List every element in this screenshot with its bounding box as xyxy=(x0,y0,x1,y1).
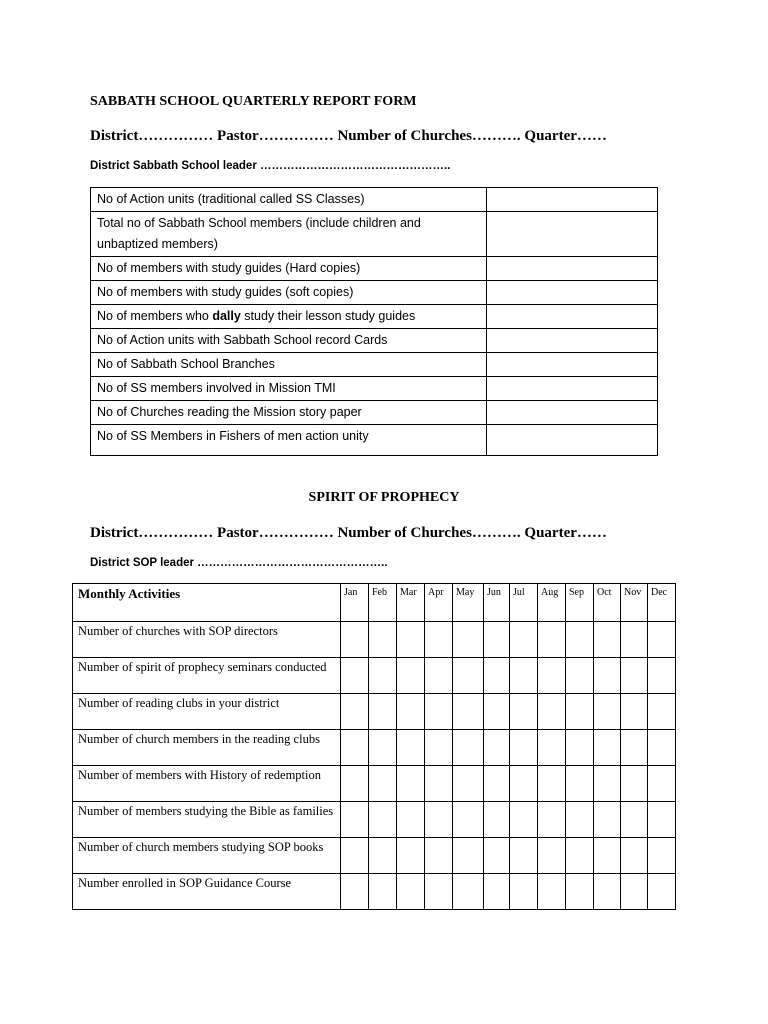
month-cell[interactable] xyxy=(397,622,425,658)
month-cell[interactable] xyxy=(453,622,484,658)
month-cell[interactable] xyxy=(566,766,594,802)
month-cell[interactable] xyxy=(453,874,484,910)
value-cell[interactable] xyxy=(487,401,658,425)
month-cell[interactable] xyxy=(397,730,425,766)
value-cell[interactable] xyxy=(487,329,658,353)
table-row xyxy=(73,838,676,874)
month-cell[interactable] xyxy=(648,622,676,658)
month-header: Aug xyxy=(538,584,566,622)
month-cell[interactable] xyxy=(538,694,566,730)
month-cell[interactable] xyxy=(484,622,510,658)
activity-label: Number of members with History of redemption xyxy=(73,766,341,802)
month-cell[interactable] xyxy=(648,730,676,766)
month-cell[interactable] xyxy=(648,838,676,874)
month-header: Jun xyxy=(484,584,510,622)
month-cell[interactable] xyxy=(566,622,594,658)
month-header: Jul xyxy=(510,584,538,622)
row-label: No of Churches reading the Mission story paper xyxy=(91,401,487,425)
month-cell[interactable] xyxy=(510,730,538,766)
month-cell[interactable] xyxy=(594,802,621,838)
table-row xyxy=(91,281,658,305)
month-cell[interactable] xyxy=(484,766,510,802)
table-row xyxy=(73,622,676,658)
month-cell[interactable] xyxy=(369,658,397,694)
month-cell[interactable] xyxy=(510,838,538,874)
sabbath-school-table xyxy=(90,187,658,456)
district-pastor-fields: District…………… Pastor…………… Number of Churches………. Quarter…… xyxy=(90,525,607,541)
value-cell[interactable] xyxy=(487,257,658,281)
month-cell[interactable] xyxy=(621,694,648,730)
month-cell[interactable] xyxy=(453,838,484,874)
month-cell[interactable] xyxy=(621,622,648,658)
month-cell[interactable] xyxy=(453,730,484,766)
month-header: Dec xyxy=(648,584,676,622)
month-cell[interactable] xyxy=(648,766,676,802)
month-header: Nov xyxy=(621,584,648,622)
month-cell[interactable] xyxy=(425,802,453,838)
month-cell[interactable] xyxy=(425,622,453,658)
row-label: No of members who dally study their lesson study guides xyxy=(91,305,487,329)
month-cell[interactable] xyxy=(453,694,484,730)
value-cell[interactable] xyxy=(487,212,658,257)
value-cell[interactable] xyxy=(487,377,658,401)
month-cell[interactable] xyxy=(648,658,676,694)
month-cell[interactable] xyxy=(510,874,538,910)
month-cell[interactable] xyxy=(453,766,484,802)
month-cell[interactable] xyxy=(484,874,510,910)
month-cell[interactable] xyxy=(425,838,453,874)
month-cell[interactable] xyxy=(369,694,397,730)
row-label: No of Action units with Sabbath School record Cards xyxy=(91,329,487,353)
month-cell[interactable] xyxy=(594,730,621,766)
month-header: Mar xyxy=(397,584,425,622)
table-row xyxy=(91,257,658,281)
month-cell[interactable] xyxy=(341,658,369,694)
table-row xyxy=(91,188,658,212)
value-cell[interactable] xyxy=(487,305,658,329)
table-row xyxy=(91,329,658,353)
value-cell[interactable] xyxy=(487,188,658,212)
sop-section-title: SPIRIT OF PROPHECY xyxy=(308,490,460,505)
month-cell[interactable] xyxy=(594,766,621,802)
emphasis-text: dally xyxy=(212,309,241,323)
month-cell[interactable] xyxy=(369,838,397,874)
month-cell[interactable] xyxy=(594,838,621,874)
ss-leader-field: District Sabbath School leader ………………………………………….. xyxy=(90,160,451,172)
month-cell[interactable] xyxy=(510,694,538,730)
month-cell[interactable] xyxy=(648,802,676,838)
month-header: Sep xyxy=(566,584,594,622)
month-cell[interactable] xyxy=(510,802,538,838)
month-cell[interactable] xyxy=(397,658,425,694)
month-cell[interactable] xyxy=(484,694,510,730)
column-header-activities: Monthly Activities xyxy=(73,584,341,622)
month-cell[interactable] xyxy=(341,694,369,730)
month-cell[interactable] xyxy=(566,874,594,910)
value-cell[interactable] xyxy=(487,353,658,377)
month-cell[interactable] xyxy=(510,766,538,802)
sop-leader-field: District SOP leader ………………………………………….. xyxy=(90,557,388,569)
table-row xyxy=(91,305,658,329)
value-cell[interactable] xyxy=(487,425,658,456)
month-cell[interactable] xyxy=(425,874,453,910)
month-cell[interactable] xyxy=(425,694,453,730)
month-cell[interactable] xyxy=(594,694,621,730)
row-label: No of SS members involved in Mission TMI xyxy=(91,377,487,401)
month-cell[interactable] xyxy=(341,730,369,766)
month-cell[interactable] xyxy=(566,802,594,838)
table-row xyxy=(73,658,676,694)
activity-label: Number of spirit of prophecy seminars conducted xyxy=(73,658,341,694)
month-cell[interactable] xyxy=(538,766,566,802)
table-row xyxy=(73,874,676,910)
sop-activities-table xyxy=(72,583,676,910)
month-cell[interactable] xyxy=(484,802,510,838)
table-row xyxy=(73,802,676,838)
month-cell[interactable] xyxy=(397,694,425,730)
month-cell[interactable] xyxy=(453,658,484,694)
month-cell[interactable] xyxy=(621,874,648,910)
table-row xyxy=(91,212,658,257)
month-cell[interactable] xyxy=(510,622,538,658)
month-cell[interactable] xyxy=(621,658,648,694)
month-cell[interactable] xyxy=(566,838,594,874)
month-cell[interactable] xyxy=(341,874,369,910)
month-cell[interactable] xyxy=(397,802,425,838)
month-cell[interactable] xyxy=(341,838,369,874)
row-label: No of SS Members in Fishers of men action unity xyxy=(91,425,487,456)
table-header-row xyxy=(73,584,676,622)
month-cell[interactable] xyxy=(369,730,397,766)
value-cell[interactable] xyxy=(487,281,658,305)
row-label: No of Action units (traditional called SS Classes) xyxy=(91,188,487,212)
month-cell[interactable] xyxy=(425,766,453,802)
month-cell[interactable] xyxy=(594,874,621,910)
month-cell[interactable] xyxy=(369,766,397,802)
month-cell[interactable] xyxy=(648,874,676,910)
month-header: Jan xyxy=(341,584,369,622)
month-cell[interactable] xyxy=(425,658,453,694)
month-cell[interactable] xyxy=(397,838,425,874)
row-label: Total no of Sabbath School members (include children and unbaptized members) xyxy=(91,212,487,257)
table-row xyxy=(73,730,676,766)
report-form-title: SABBATH SCHOOL QUARTERLY REPORT FORM xyxy=(90,94,417,109)
month-cell[interactable] xyxy=(341,622,369,658)
month-cell[interactable] xyxy=(484,730,510,766)
month-cell[interactable] xyxy=(538,622,566,658)
table-row xyxy=(91,401,658,425)
month-cell[interactable] xyxy=(453,802,484,838)
month-cell[interactable] xyxy=(397,874,425,910)
month-header: Feb xyxy=(369,584,397,622)
row-label: No of members with study guides (Hard copies) xyxy=(91,257,487,281)
month-cell[interactable] xyxy=(621,730,648,766)
table-row xyxy=(73,694,676,730)
table-row xyxy=(91,425,658,456)
month-cell[interactable] xyxy=(566,730,594,766)
month-cell[interactable] xyxy=(621,838,648,874)
month-cell[interactable] xyxy=(341,802,369,838)
month-header: May xyxy=(453,584,484,622)
row-label: No of Sabbath School Branches xyxy=(91,353,487,377)
month-cell[interactable] xyxy=(538,874,566,910)
table-row xyxy=(91,353,658,377)
month-cell[interactable] xyxy=(484,658,510,694)
month-cell[interactable] xyxy=(538,730,566,766)
district-pastor-fields: District…………… Pastor…………… Number of Churches………. Quarter…… xyxy=(90,128,607,144)
month-cell[interactable] xyxy=(648,694,676,730)
activity-label: Number of church members in the reading clubs xyxy=(73,730,341,766)
month-cell[interactable] xyxy=(621,802,648,838)
month-cell[interactable] xyxy=(369,622,397,658)
month-cell[interactable] xyxy=(538,838,566,874)
activity-label: Number of churches with SOP directors xyxy=(73,622,341,658)
month-cell[interactable] xyxy=(538,802,566,838)
table-row xyxy=(73,766,676,802)
activity-label: Number of church members studying SOP books xyxy=(73,838,341,874)
row-label: No of members with study guides (soft copies) xyxy=(91,281,487,305)
month-header: Oct xyxy=(594,584,621,622)
month-cell[interactable] xyxy=(510,658,538,694)
month-cell[interactable] xyxy=(566,658,594,694)
month-cell[interactable] xyxy=(594,622,621,658)
month-cell[interactable] xyxy=(566,694,594,730)
month-cell[interactable] xyxy=(341,766,369,802)
month-cell[interactable] xyxy=(397,766,425,802)
month-cell[interactable] xyxy=(484,838,510,874)
month-cell[interactable] xyxy=(425,730,453,766)
month-cell[interactable] xyxy=(538,658,566,694)
month-header: Apr xyxy=(425,584,453,622)
month-cell[interactable] xyxy=(369,802,397,838)
activity-label: Number of members studying the Bible as families xyxy=(73,802,341,838)
month-cell[interactable] xyxy=(621,766,648,802)
month-cell[interactable] xyxy=(594,658,621,694)
activity-label: Number of reading clubs in your district xyxy=(73,694,341,730)
activity-label: Number enrolled in SOP Guidance Course xyxy=(73,874,341,910)
month-cell[interactable] xyxy=(369,874,397,910)
table-row xyxy=(91,377,658,401)
